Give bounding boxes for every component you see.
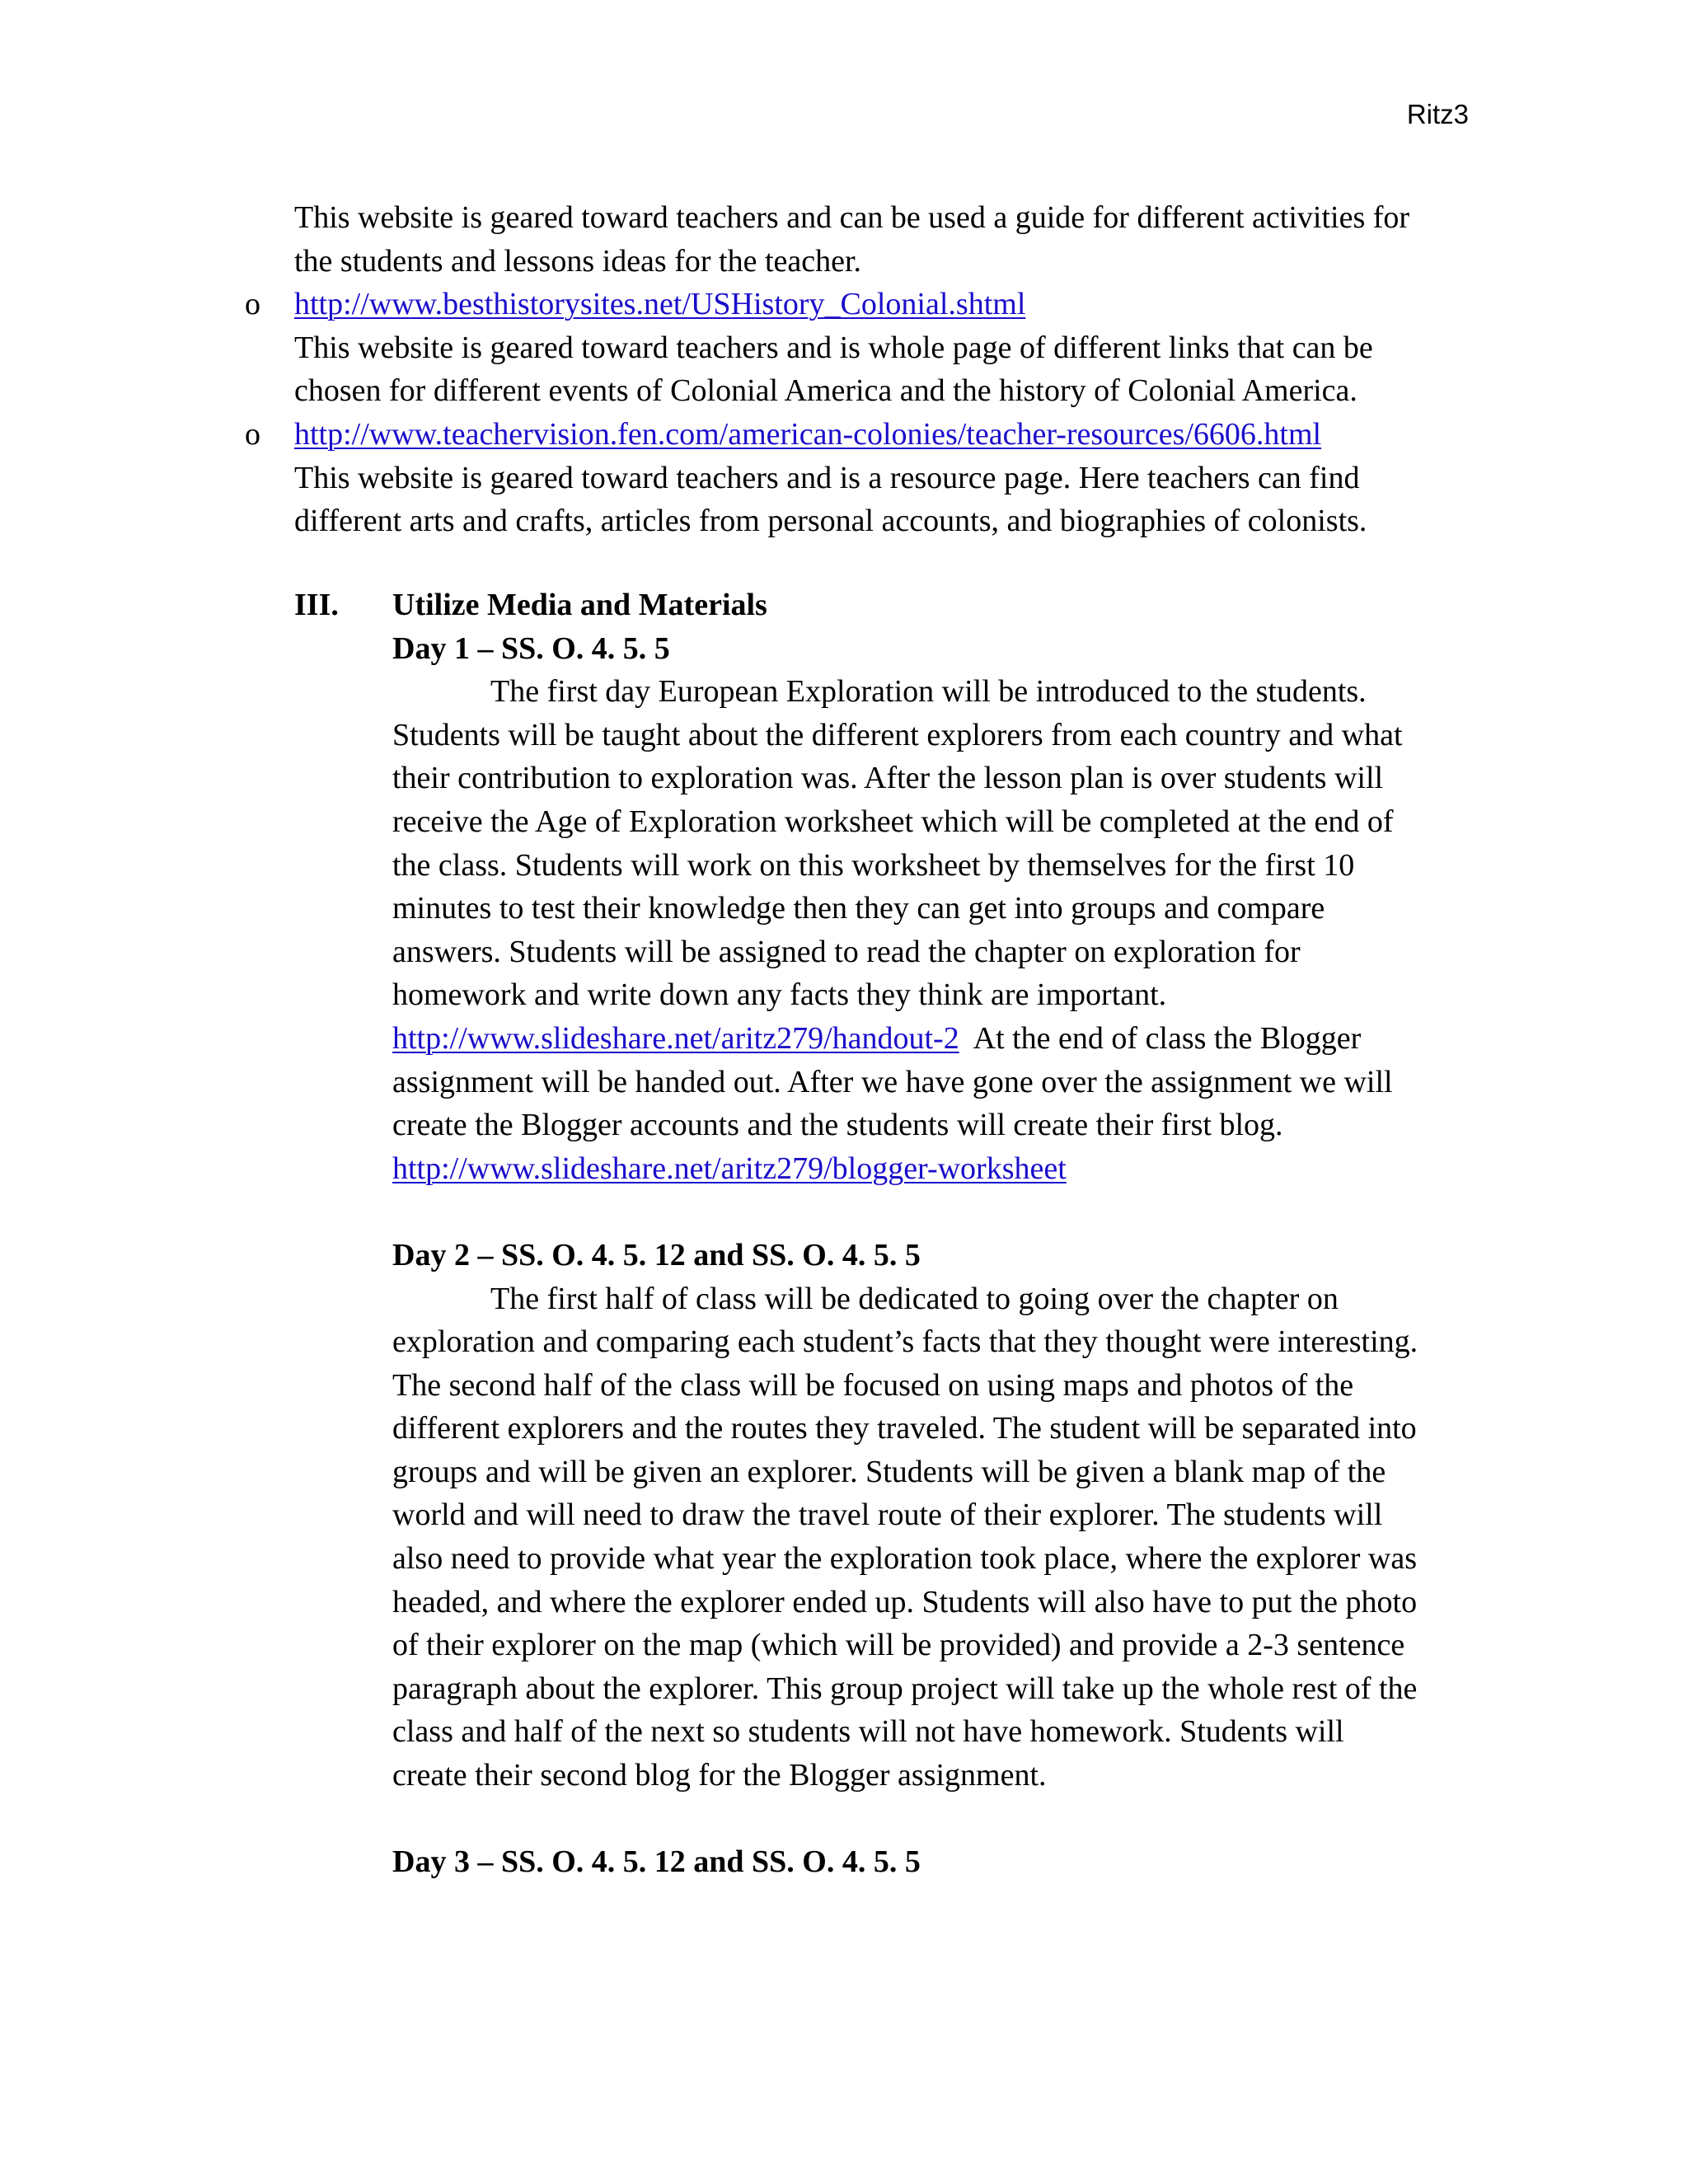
day2-heading: Day 2 – SS. O. 4. 5. 12 and SS. O. 4. 5. 5 <box>392 1237 921 1272</box>
day1-paragraph-line: Students will be taught about the different explorers from each country and what <box>392 717 1403 752</box>
day3-heading: Day 3 – SS. O. 4. 5. 12 and SS. O. 4. 5. 5 <box>392 1844 921 1880</box>
section-title: Utilize Media and Materials <box>392 588 767 622</box>
day2-paragraph-line: create their second blog for the Blogger assignment. <box>392 1758 1047 1793</box>
day2-paragraph-line: headed, and where the explorer ended up. Students will also have to put the photo <box>392 1584 1418 1619</box>
day1-link-line <box>392 1017 1546 1061</box>
resources-block <box>245 196 1481 543</box>
resource-description-line: This website is geared toward teachers and is whole page of different links that can be <box>294 330 1373 365</box>
day1-after-link-text: At the end of class the Blogger <box>959 1020 1362 1056</box>
day2-paragraph-line: groups and will be given an explorer. Students will be given a blank map of the <box>392 1454 1386 1489</box>
resource-intro-line: the students and lessons ideas for the teacher. <box>294 243 862 279</box>
bullet-icon: o <box>245 416 260 452</box>
day2-paragraph-line: The second half of the class will be focused on using maps and photos of the <box>392 1367 1354 1403</box>
day2-paragraph-line: also need to provide what year the exploration took place, where the explorer was <box>392 1541 1417 1577</box>
day2-paragraph-line: world and will need to draw the travel route of their explorer. The students will <box>392 1497 1383 1533</box>
resource-intro-line: This website is geared toward teachers and can be used a guide for different activities for <box>294 200 1410 235</box>
spacer <box>392 1797 1546 1841</box>
day2-paragraph-line: different explorers and the routes they traveled. The student will be separated into <box>392 1411 1417 1446</box>
day2-paragraph-line: of their explorer on the map (which will be provided) and provide a 2-3 sentence <box>392 1628 1405 1663</box>
day1-paragraph-line: the class. Students will work on this worksheet by themselves for the first 10 <box>392 847 1355 883</box>
day1-paragraph-line: receive the Age of Exploration worksheet which will be completed at the end of <box>392 804 1394 839</box>
day1-paragraph-line: their contribution to exploration was. After the lesson plan is over students will <box>392 761 1384 796</box>
resource-description-line: chosen for different events of Colonial America and the history of Colonial America. <box>294 373 1357 409</box>
day2-paragraph-line: exploration and comparing each student’s facts that they thought were interesting. <box>392 1324 1418 1360</box>
handout-link[interactable]: http://www.slideshare.net/aritz279/handout-2 <box>392 1020 959 1056</box>
resource-item <box>245 283 1481 326</box>
day1-paragraph-line: minutes to test their knowledge then they can get into groups and compare <box>392 891 1325 926</box>
page-header-label: Ritz3 <box>1406 99 1469 129</box>
spacer <box>392 1190 1546 1234</box>
day1-paragraph-line: assignment will be handed out. After we have gone over the assignment we will <box>392 1064 1393 1099</box>
day2-paragraph-line: class and half of the next so students will not have homework. Students will <box>392 1714 1344 1750</box>
resource-item <box>245 413 1481 457</box>
day1-heading: Day 1 – SS. O. 4. 5. 5 <box>392 630 670 666</box>
resource-description-line: different arts and crafts, articles from personal accounts, and biographies of colonists. <box>294 504 1367 539</box>
day1-paragraph-line: answers. Students will be assigned to read the chapter on exploration for <box>392 934 1301 969</box>
bullet-icon: o <box>245 287 260 322</box>
blogger-worksheet-link[interactable]: http://www.slideshare.net/aritz279/blogger-worksheet <box>392 1151 1067 1186</box>
day1-paragraph-line: create the Blogger accounts and the students will create their first blog. <box>392 1108 1283 1143</box>
resource-description-line: This website is geared toward teachers and is a resource page. Here teachers can find <box>294 460 1360 495</box>
section-numeral: III. <box>294 588 339 622</box>
resource-link[interactable]: http://www.besthistorysites.net/USHistory_Colonial.shtml <box>294 287 1026 322</box>
day2-paragraph-line: The first half of class will be dedicated to going over the chapter on <box>490 1281 1339 1316</box>
day2-paragraph-line: paragraph about the explorer. This group project will take up the whole rest of the <box>392 1671 1418 1706</box>
day1-paragraph-line: homework and write down any facts they think are important. <box>392 977 1167 1013</box>
resource-link[interactable]: http://www.teachervision.fen.com/american-colonies/teacher-resources/6606.html <box>294 416 1322 452</box>
section-content <box>392 583 1546 1884</box>
day1-paragraph-line: The first day European Exploration will be introduced to the students. <box>490 674 1367 710</box>
